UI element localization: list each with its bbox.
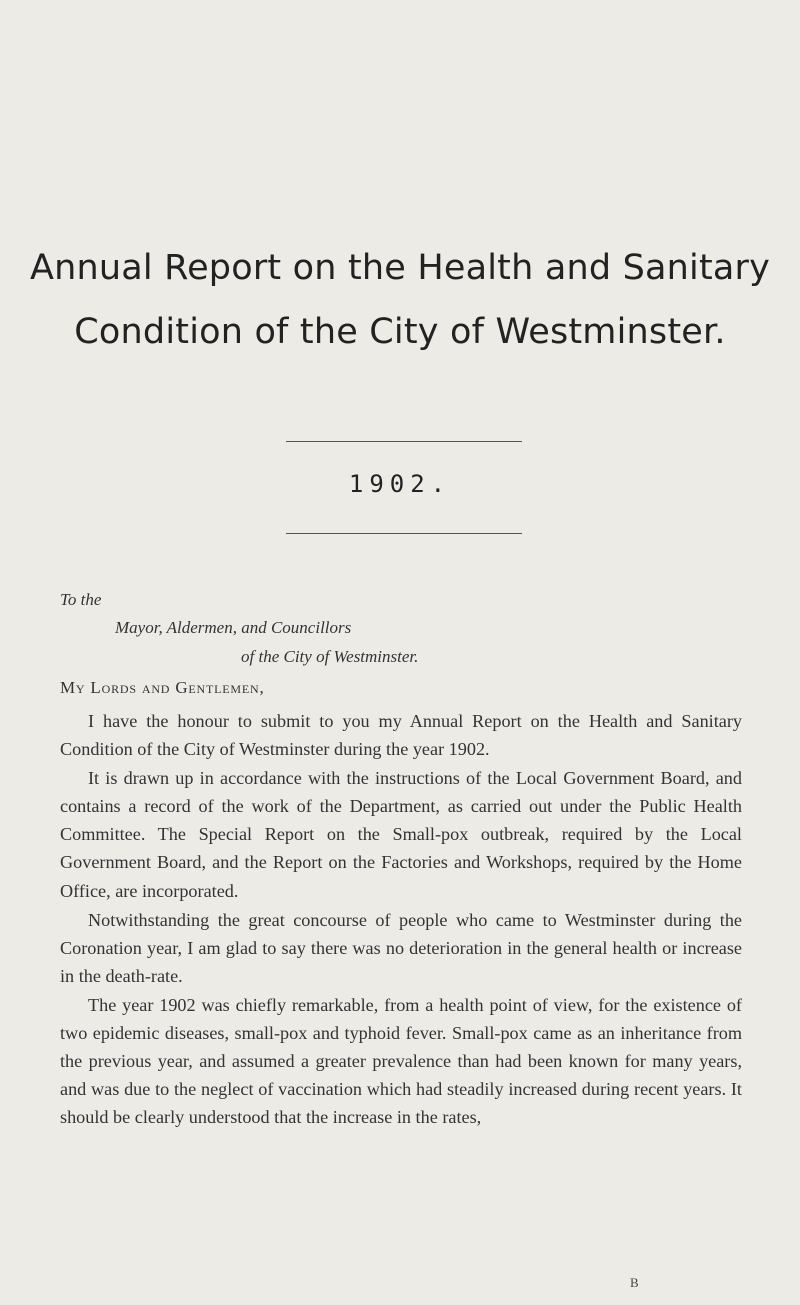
- divider-top: [286, 441, 522, 442]
- paragraph-4: The year 1902 was chiefly remarkable, from a health point of view, for the existence of two epidemic diseases, small-pox and typhoid fever. Small-pox came as an inheritance from the previous year, and assumed a greater prevalence than had been known for many years, and was due to the neglect of vaccination which had steadily increased during recent years. It should be clearly understood that the increase in the rates,: [60, 994, 742, 1128]
- salutation: My Lords and Gentlemen,: [60, 678, 265, 697]
- address-line-3: of the City of Westminster.: [241, 647, 419, 666]
- title-line-1: Annual Report on the Health and Sanitary: [29, 248, 771, 288]
- signature-mark: B: [630, 1275, 639, 1290]
- body-text: [60, 707, 742, 1132]
- paragraph-1: I have the honour to submit to you my Annual Report on the Health and Sanitary Condition of the City of Westminster during the year 1902.: [60, 711, 742, 760]
- divider-bottom: [286, 533, 522, 534]
- address-line-2: Mayor, Aldermen, and Councillors: [115, 618, 352, 637]
- report-year: 1902.: [348, 470, 452, 498]
- paragraph-3: Notwithstanding the great concourse of people who came to Westminster during the Coronation year, I am glad to say there was no deterioration in the general health or increase in the death-rate.: [60, 909, 742, 986]
- address-line-1: To the: [60, 590, 102, 609]
- paragraph-2: It is drawn up in accordance with the instructions of the Local Government Board, and contains a record of the work of the Department, as carried out under the Public Health Committee. The Special Report on the Small-pox outbreak, required by the Local Government Board, and the Report on the Factories and Workshops, required by the Home Office, are incorporated.: [60, 768, 742, 901]
- title-line-2: Condition of the City of Westminster.: [74, 312, 726, 352]
